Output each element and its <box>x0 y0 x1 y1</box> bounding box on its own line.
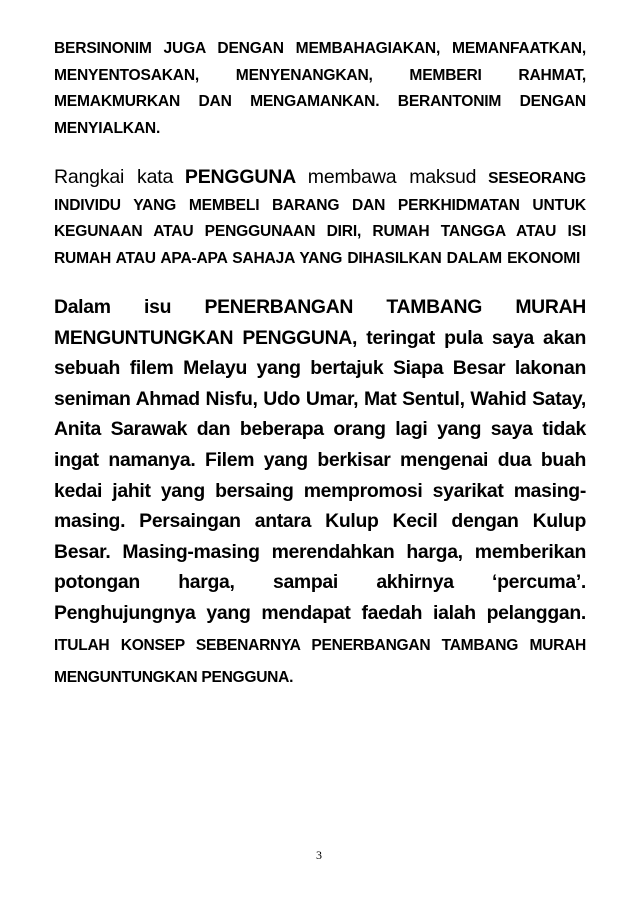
document-page <box>54 36 586 694</box>
page-number: 3 <box>316 848 322 862</box>
definition-text: SESEORANG INDIVIDU YANG MEMBELI BARANG DAN PERKHIDMATAN UNTUK KEGUNAAN ATAU PENGGUNAAN DIRI, RUMAH TANGGA ATAU ISI RUMAH ATAU APA-APA SAHAJA YANG DIHASILKAN DALAM EKONOMI <box>54 170 586 267</box>
film-story-body: Dalam isu PENERBANGAN TAMBANG MURAH MENGUNTUNGKAN PENGGUNA, teringat pula saya akan sebuah filem Melayu yang bertajuk Siapa Besar lakonan seniman Ahmad Nisfu, Udo Umar, Mat Sentul, Wahid Satay, Anita Sarawak dan beberapa orang lagi yang saya tidak ingat namanya. Filem yang berkisar mengenai dua buah kedai jahit yang bersaing mempromosi syarikat masing-masing. Persaingan antara Kulup Kecil dengan Kulup Besar. Masing-masing merendahkan harga, memberikan potongan harga, sampai akhirnya ‘percuma’. Penghujungnya yang mendapat faedah ialah pelanggan. <box>54 296 586 624</box>
paragraph-definition <box>54 164 586 272</box>
defined-term: PENGGUNA <box>184 166 296 188</box>
closing-statement: ITULAH KONSEP SEBENARNYA PENERBANGAN TAMBANG MURAH MENGUNTUNGKAN PENGGUNA. <box>54 636 586 687</box>
definition-intro: Rangkai kata <box>54 166 174 188</box>
paragraph-film-story <box>54 292 586 694</box>
definition-linking-text: membawa maksud <box>307 166 477 188</box>
paragraph-synonyms: BERSINONIM JUGA DENGAN MEMBAHAGIAKAN, MEMANFAATKAN, MENYENTOSAKAN, MENYENANGKAN, MEMBERI RAHMAT, MEMAKMURKAN DAN MENGAMANKAN. BERANTONIM DENGAN MENYIALKAN. <box>54 40 586 137</box>
